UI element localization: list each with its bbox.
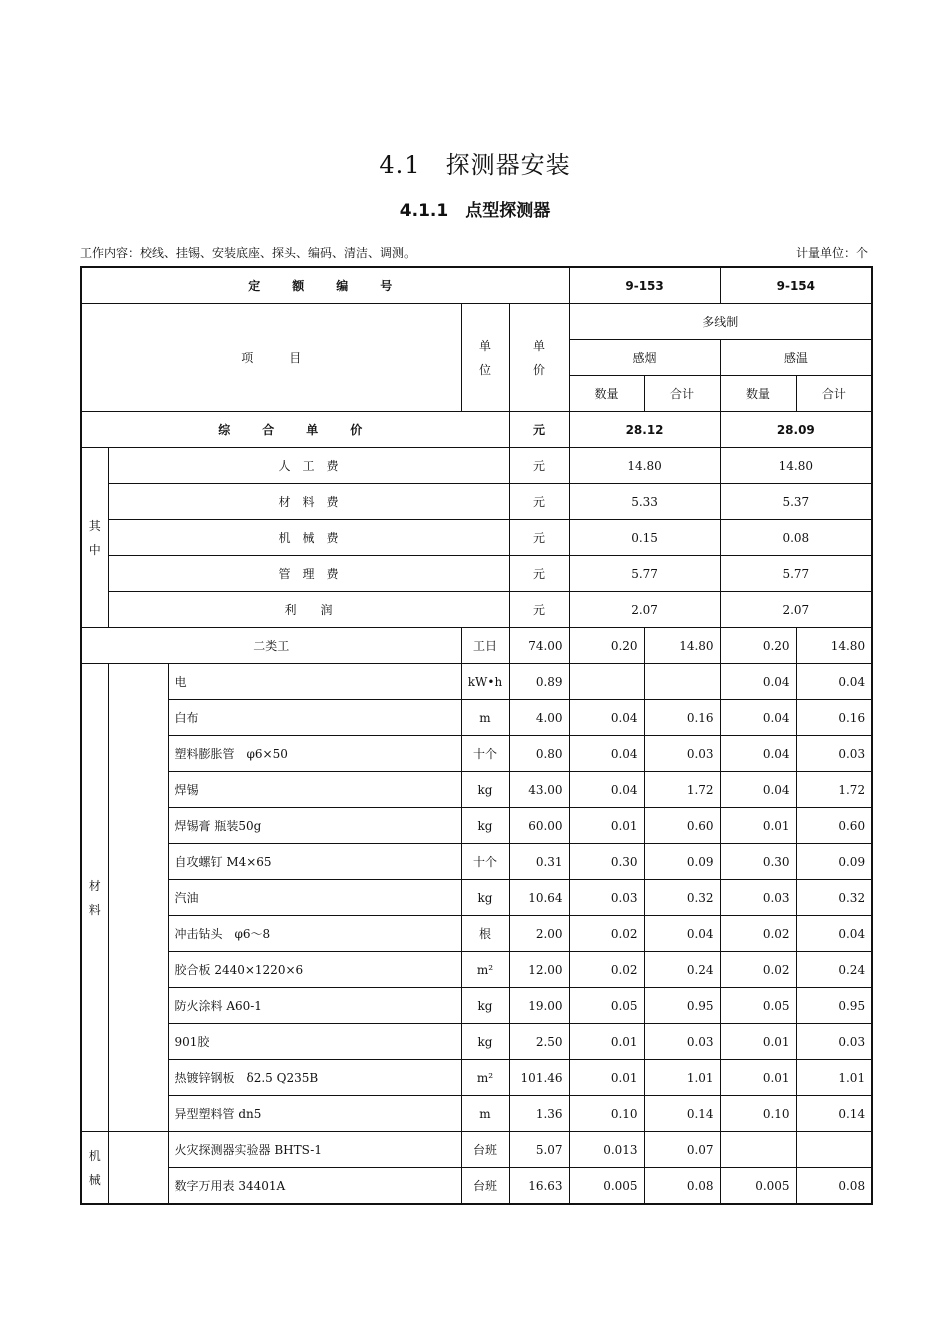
material-qty-2: 0.04 (720, 664, 796, 700)
cost-value-1: 2.07 (569, 592, 720, 628)
cost-value-1: 14.80 (569, 448, 720, 484)
material-qty-1: 0.01 (569, 1024, 644, 1060)
material-total-1 (644, 664, 720, 700)
price-header (509, 304, 569, 412)
of-which-row (81, 484, 872, 520)
material-name: 焊锡膏 瓶装50g (168, 808, 461, 844)
cost-unit: 元 (509, 448, 569, 484)
material-name: 自攻螺钉 M4×65 (168, 844, 461, 880)
cost-label: 材 料 费 (108, 484, 509, 520)
material-price: 60.00 (509, 808, 569, 844)
material-qty-2: 0.05 (720, 988, 796, 1024)
material-total-2: 0.03 (796, 1024, 872, 1060)
material-qty-2: 0.01 (720, 1024, 796, 1060)
machine-total-1: 0.07 (644, 1132, 720, 1168)
of-which-char-1: 其 (88, 518, 101, 533)
material-row (81, 736, 872, 772)
material-total-1: 0.32 (644, 880, 720, 916)
cost-unit: 元 (509, 556, 569, 592)
cost-label: 利 润 (108, 592, 509, 628)
material-qty-1: 0.02 (569, 952, 644, 988)
unit-of-measure: 计量单位：个 (795, 246, 868, 260)
machine-unit: 台班 (461, 1132, 509, 1168)
qty-header-1: 数量 (569, 376, 644, 412)
qty-header-2: 数量 (720, 376, 796, 412)
labor-qty-2: 0.20 (720, 628, 796, 664)
material-unit: m² (461, 1060, 509, 1096)
machine-total-2 (796, 1132, 872, 1168)
material-qty-1: 0.03 (569, 880, 644, 916)
cost-value-2: 5.37 (720, 484, 872, 520)
header-row-1 (81, 304, 872, 340)
materials-char-1: 材 (88, 878, 101, 893)
material-unit: kg (461, 1024, 509, 1060)
material-price: 0.80 (509, 736, 569, 772)
machine-qty-2 (720, 1132, 796, 1168)
material-qty-1: 0.10 (569, 1096, 644, 1132)
material-qty-2: 0.03 (720, 880, 796, 916)
material-total-2: 0.32 (796, 880, 872, 916)
material-qty-2: 0.04 (720, 772, 796, 808)
labor-price: 74.00 (509, 628, 569, 664)
material-row (81, 952, 872, 988)
material-total-2: 0.14 (796, 1096, 872, 1132)
material-row (81, 988, 872, 1024)
unit-header-char-1: 单 (478, 338, 491, 353)
material-total-1: 0.03 (644, 736, 720, 772)
material-qty-1: 0.05 (569, 988, 644, 1024)
summary-value-2: 28.09 (720, 412, 872, 448)
cost-label: 人 工 费 (108, 448, 509, 484)
material-row (81, 664, 872, 700)
material-name: 汽油 (168, 880, 461, 916)
price-header-char-2: 价 (533, 362, 546, 377)
material-unit: kW•h (461, 664, 509, 700)
cost-value-2: 2.07 (720, 592, 872, 628)
material-price: 12.00 (509, 952, 569, 988)
price-header-char-1: 单 (533, 338, 546, 353)
summary-value-1: 28.12 (569, 412, 720, 448)
materials-char-2: 料 (88, 902, 101, 917)
material-unit: kg (461, 988, 509, 1024)
cost-value-1: 5.77 (569, 556, 720, 592)
material-total-1: 0.03 (644, 1024, 720, 1060)
machine-total-2: 0.08 (796, 1168, 872, 1205)
materials-blank-column (108, 664, 168, 1132)
labor-unit: 工日 (461, 628, 509, 664)
material-row (81, 880, 872, 916)
material-total-1: 0.95 (644, 988, 720, 1024)
material-name: 热镀锌钢板 δ2.5 Q235B (168, 1060, 461, 1096)
of-which-row (81, 520, 872, 556)
quota-code-1: 9-153 (569, 267, 720, 304)
machinery-blank-column (108, 1132, 168, 1205)
machine-total-1: 0.08 (644, 1168, 720, 1205)
item-header: 项 目 (81, 304, 461, 412)
material-row (81, 1096, 872, 1132)
material-unit: kg (461, 880, 509, 916)
material-total-1: 1.01 (644, 1060, 720, 1096)
type-smoke: 感烟 (569, 340, 720, 376)
material-name: 胶合板 2440×1220×6 (168, 952, 461, 988)
unit-header (461, 304, 509, 412)
material-name: 冲击钻头 φ6～8 (168, 916, 461, 952)
material-qty-1: 0.02 (569, 916, 644, 952)
machinery-char-1: 机 (88, 1148, 101, 1163)
material-price: 4.00 (509, 700, 569, 736)
material-name: 901胶 (168, 1024, 461, 1060)
material-price: 19.00 (509, 988, 569, 1024)
machine-qty-1: 0.005 (569, 1168, 644, 1205)
cost-value-1: 5.33 (569, 484, 720, 520)
material-qty-2: 0.01 (720, 1060, 796, 1096)
machine-price: 5.07 (509, 1132, 569, 1168)
material-unit: 十个 (461, 736, 509, 772)
cost-value-2: 0.08 (720, 520, 872, 556)
machine-name: 数字万用表 34401A (168, 1168, 461, 1205)
labor-name: 二类工 (81, 628, 461, 664)
material-total-2: 0.16 (796, 700, 872, 736)
material-row (81, 844, 872, 880)
material-total-1: 0.04 (644, 916, 720, 952)
material-total-1: 1.72 (644, 772, 720, 808)
material-qty-1: 0.01 (569, 1060, 644, 1096)
material-total-2: 0.24 (796, 952, 872, 988)
material-price: 10.64 (509, 880, 569, 916)
material-price: 43.00 (509, 772, 569, 808)
material-qty-2: 0.30 (720, 844, 796, 880)
material-unit: m (461, 1096, 509, 1132)
material-qty-1: 0.01 (569, 808, 644, 844)
machine-unit: 台班 (461, 1168, 509, 1205)
labor-total-2: 14.80 (796, 628, 872, 664)
type-heat: 感温 (720, 340, 872, 376)
machine-name: 火灾探测器实验器 BHTS-1 (168, 1132, 461, 1168)
material-row (81, 808, 872, 844)
material-total-2: 1.72 (796, 772, 872, 808)
material-total-1: 0.24 (644, 952, 720, 988)
quota-code-row (81, 267, 872, 304)
total-header-2: 合计 (796, 376, 872, 412)
material-qty-1: 0.04 (569, 736, 644, 772)
material-qty-2: 0.10 (720, 1096, 796, 1132)
machine-qty-1: 0.013 (569, 1132, 644, 1168)
page-title: 4.1 探测器安装 (379, 151, 571, 179)
material-total-2: 0.04 (796, 916, 872, 952)
material-qty-1: 0.04 (569, 772, 644, 808)
section-subtitle: 4.1.1 点型探测器 (399, 201, 551, 221)
material-name: 塑料膨胀管 φ6×50 (168, 736, 461, 772)
materials-side-label (81, 664, 108, 1132)
material-name: 异型塑料管 dn5 (168, 1096, 461, 1132)
material-qty-2: 0.04 (720, 736, 796, 772)
group-header: 多线制 (569, 304, 872, 340)
material-total-2: 0.95 (796, 988, 872, 1024)
of-which-side-label (81, 448, 108, 628)
of-which-row (81, 556, 872, 592)
material-row (81, 1024, 872, 1060)
material-unit: kg (461, 772, 509, 808)
material-unit: 十个 (461, 844, 509, 880)
machinery-row (81, 1168, 872, 1205)
material-qty-2: 0.01 (720, 808, 796, 844)
material-qty-2: 0.04 (720, 700, 796, 736)
material-total-1: 0.14 (644, 1096, 720, 1132)
quota-no-label: 定 额 编 号 (81, 267, 569, 304)
cost-label: 机 械 费 (108, 520, 509, 556)
machinery-side-label (81, 1132, 108, 1205)
material-row (81, 1060, 872, 1096)
material-qty-1: 0.04 (569, 700, 644, 736)
material-total-1: 0.09 (644, 844, 720, 880)
material-total-1: 0.16 (644, 700, 720, 736)
cost-unit: 元 (509, 484, 569, 520)
cost-label: 管 理 费 (108, 556, 509, 592)
labor-total-1: 14.80 (644, 628, 720, 664)
cost-value-2: 5.77 (720, 556, 872, 592)
machinery-row (81, 1132, 872, 1168)
material-unit: m² (461, 952, 509, 988)
machine-price: 16.63 (509, 1168, 569, 1205)
unit-header-char-2: 位 (478, 362, 491, 377)
material-row (81, 700, 872, 736)
material-qty-1: 0.30 (569, 844, 644, 880)
machinery-char-2: 械 (88, 1172, 101, 1187)
cost-unit: 元 (509, 520, 569, 556)
material-qty-2: 0.02 (720, 916, 796, 952)
material-name: 焊锡 (168, 772, 461, 808)
quota-code-2: 9-154 (720, 267, 872, 304)
material-row (81, 772, 872, 808)
material-total-1: 0.60 (644, 808, 720, 844)
quota-table (80, 266, 873, 1205)
material-total-2: 0.03 (796, 736, 872, 772)
material-qty-2: 0.02 (720, 952, 796, 988)
summary-row (81, 412, 872, 448)
material-qty-1 (569, 664, 644, 700)
summary-unit: 元 (509, 412, 569, 448)
material-price: 0.31 (509, 844, 569, 880)
material-price: 101.46 (509, 1060, 569, 1096)
material-price: 0.89 (509, 664, 569, 700)
of-which-row (81, 448, 872, 484)
material-name: 电 (168, 664, 461, 700)
material-price: 1.36 (509, 1096, 569, 1132)
of-which-char-2: 中 (88, 542, 101, 557)
material-price: 2.00 (509, 916, 569, 952)
labor-row (81, 628, 872, 664)
of-which-row (81, 592, 872, 628)
material-price: 2.50 (509, 1024, 569, 1060)
material-total-2: 0.09 (796, 844, 872, 880)
material-unit: 根 (461, 916, 509, 952)
work-content: 工作内容：校线、挂锡、安装底座、探头、编码、清洁、调测。 (80, 246, 417, 260)
cost-unit: 元 (509, 592, 569, 628)
summary-label: 综 合 单 价 (81, 412, 509, 448)
material-name: 防火涂料 A60-1 (168, 988, 461, 1024)
material-row (81, 916, 872, 952)
material-total-2: 0.60 (796, 808, 872, 844)
cost-value-2: 14.80 (720, 448, 872, 484)
material-total-2: 0.04 (796, 664, 872, 700)
cost-value-1: 0.15 (569, 520, 720, 556)
labor-qty-1: 0.20 (569, 628, 644, 664)
material-unit: m (461, 700, 509, 736)
material-total-2: 1.01 (796, 1060, 872, 1096)
material-unit: kg (461, 808, 509, 844)
material-name: 白布 (168, 700, 461, 736)
machine-qty-2: 0.005 (720, 1168, 796, 1205)
total-header-1: 合计 (644, 376, 720, 412)
